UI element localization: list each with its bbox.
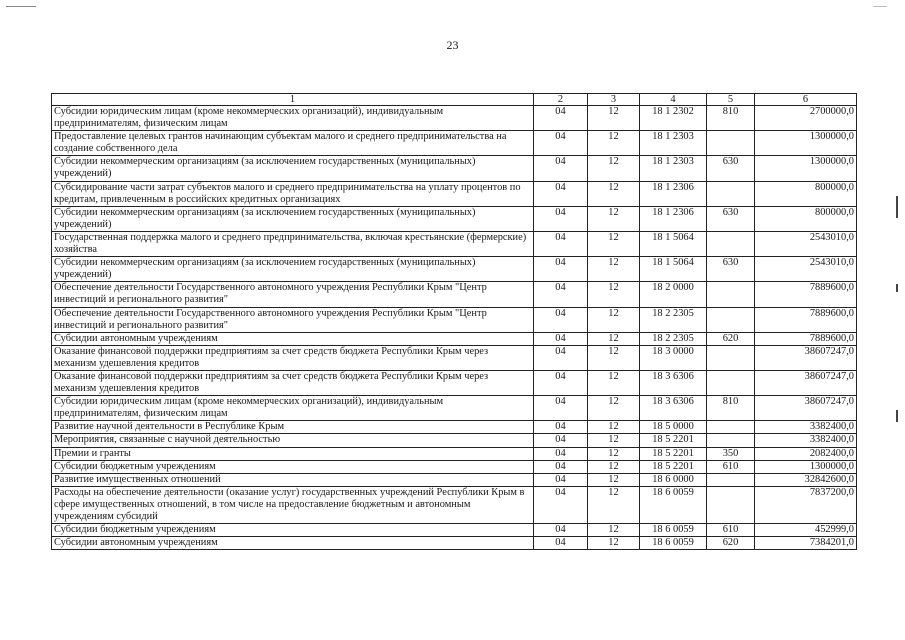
row-subsection-cell: 12: [588, 447, 640, 460]
row-subsection-cell: 12: [588, 257, 640, 282]
row-subsection-cell: 12: [588, 231, 640, 256]
row-section-cell: 04: [534, 460, 588, 473]
row-subsection-cell: 12: [588, 537, 640, 550]
row-amount-cell: 800000,0: [755, 206, 857, 231]
row-amount-cell: 2543010,0: [755, 257, 857, 282]
row-section-cell: 04: [534, 486, 588, 523]
row-expense-type-cell: [707, 181, 755, 206]
row-section-cell: 04: [534, 396, 588, 421]
row-section-cell: 04: [534, 370, 588, 395]
row-name-cell: Развитие научной деятельности в Республике Крым: [52, 421, 534, 434]
row-expense-type-cell: 810: [707, 106, 755, 131]
row-name-cell: Развитие имущественных отношений: [52, 473, 534, 486]
header-col-2: 2: [534, 94, 588, 106]
row-subsection-cell: 12: [588, 131, 640, 156]
row-name-cell: Оказание финансовой поддержки предприятиям за счет средств бюджета Республики Крым через механизм удешевления кредитов: [52, 345, 534, 370]
row-section-cell: 04: [534, 106, 588, 131]
budget-table: [51, 93, 857, 550]
row-name-cell: Субсидии некоммерческим организациям (за исключением государственных (муниципальных) учреждений): [52, 206, 534, 231]
table-row: [52, 106, 857, 131]
row-expense-type-cell: [707, 131, 755, 156]
table-body: [52, 106, 857, 550]
table-row: [52, 473, 857, 486]
row-target-article-cell: 18 6 0000: [640, 473, 707, 486]
row-section-cell: 04: [534, 421, 588, 434]
row-expense-type-cell: 630: [707, 156, 755, 181]
row-target-article-cell: 18 1 2303: [640, 156, 707, 181]
row-amount-cell: 1300000,0: [755, 156, 857, 181]
row-expense-type-cell: [707, 282, 755, 307]
row-expense-type-cell: 610: [707, 524, 755, 537]
row-section-cell: 04: [534, 332, 588, 345]
row-target-article-cell: 18 3 0000: [640, 345, 707, 370]
row-amount-cell: 2082400,0: [755, 447, 857, 460]
row-amount-cell: 32842600,0: [755, 473, 857, 486]
row-amount-cell: 452999,0: [755, 524, 857, 537]
row-amount-cell: 7889600,0: [755, 307, 857, 332]
row-target-article-cell: 18 5 0000: [640, 421, 707, 434]
table-row: [52, 332, 857, 345]
row-target-article-cell: 18 1 2303: [640, 131, 707, 156]
row-name-cell: Расходы на обеспечение деятельности (оказание услуг) государственных учреждений Республики Крым в сфере имущественных отношений, в том числе на предоставление бюджетным и автономным учреждениям субсидий: [52, 486, 534, 523]
table-row: [52, 396, 857, 421]
row-name-cell: Премии и гранты: [52, 447, 534, 460]
row-target-article-cell: 18 6 0059: [640, 537, 707, 550]
row-subsection-cell: 12: [588, 156, 640, 181]
table-row: [52, 131, 857, 156]
row-amount-cell: 7889600,0: [755, 282, 857, 307]
row-section-cell: 04: [534, 257, 588, 282]
table-row: [52, 206, 857, 231]
row-name-cell: Обеспечение деятельности Государственного автономного учреждения Республики Крым "Центр инвестиций и регионального развития": [52, 282, 534, 307]
row-subsection-cell: 12: [588, 307, 640, 332]
row-amount-cell: 38607247,0: [755, 345, 857, 370]
row-expense-type-cell: [707, 434, 755, 447]
row-target-article-cell: 18 1 2306: [640, 181, 707, 206]
row-target-article-cell: 18 1 2302: [640, 106, 707, 131]
row-expense-type-cell: 620: [707, 332, 755, 345]
row-expense-type-cell: [707, 421, 755, 434]
row-amount-cell: 3382400,0: [755, 434, 857, 447]
row-expense-type-cell: [707, 345, 755, 370]
row-subsection-cell: 12: [588, 332, 640, 345]
row-target-article-cell: 18 2 2305: [640, 332, 707, 345]
row-expense-type-cell: [707, 231, 755, 256]
row-section-cell: 04: [534, 231, 588, 256]
row-section-cell: 04: [534, 345, 588, 370]
row-amount-cell: 38607247,0: [755, 370, 857, 395]
row-subsection-cell: 12: [588, 345, 640, 370]
scan-side-tick: [896, 410, 898, 422]
table-row: [52, 282, 857, 307]
row-name-cell: Субсидии автономным учреждениям: [52, 332, 534, 345]
row-name-cell: Субсидии юридическим лицам (кроме некоммерческих организаций), индивидуальным предпринимателям, физическим лицам: [52, 396, 534, 421]
row-expense-type-cell: 610: [707, 460, 755, 473]
scan-side-tick: [896, 196, 898, 218]
row-name-cell: Мероприятия, связанные с научной деятельностью: [52, 434, 534, 447]
row-subsection-cell: 12: [588, 434, 640, 447]
table-row: [52, 181, 857, 206]
table-row: [52, 156, 857, 181]
row-target-article-cell: 18 5 2201: [640, 434, 707, 447]
page-number: 23: [446, 38, 459, 52]
row-target-article-cell: 18 5 2201: [640, 447, 707, 460]
row-target-article-cell: 18 3 6306: [640, 396, 707, 421]
row-subsection-cell: 12: [588, 206, 640, 231]
row-target-article-cell: 18 3 6306: [640, 370, 707, 395]
row-section-cell: 04: [534, 537, 588, 550]
table-row: [52, 345, 857, 370]
row-subsection-cell: 12: [588, 524, 640, 537]
row-target-article-cell: 18 1 5064: [640, 257, 707, 282]
row-subsection-cell: 12: [588, 370, 640, 395]
row-name-cell: Государственная поддержка малого и среднего предпринимательства, включая крестьянские (фермерские) хозяйства: [52, 231, 534, 256]
scan-corner-mark-right: [873, 6, 887, 7]
table-row: [52, 486, 857, 523]
table-row: [52, 370, 857, 395]
row-expense-type-cell: 620: [707, 537, 755, 550]
row-amount-cell: 7837200,0: [755, 486, 857, 523]
row-name-cell: Субсидии бюджетным учреждениям: [52, 524, 534, 537]
header-col-4: 4: [640, 94, 707, 106]
row-target-article-cell: 18 6 0059: [640, 524, 707, 537]
row-target-article-cell: 18 5 2201: [640, 460, 707, 473]
row-section-cell: 04: [534, 282, 588, 307]
row-target-article-cell: 18 2 0000: [640, 282, 707, 307]
row-name-cell: Субсидии некоммерческим организациям (за исключением государственных (муниципальных) учреждений): [52, 257, 534, 282]
row-target-article-cell: 18 1 2306: [640, 206, 707, 231]
row-name-cell: Субсидии юридическим лицам (кроме некоммерческих организаций), индивидуальным предпринимателям, физическим лицам: [52, 106, 534, 131]
row-name-cell: Субсидии автономным учреждениям: [52, 537, 534, 550]
row-subsection-cell: 12: [588, 460, 640, 473]
row-name-cell: Оказание финансовой поддержки предприятиям за счет средств бюджета Республики Крым через механизм удешевления кредитов: [52, 370, 534, 395]
row-section-cell: 04: [534, 307, 588, 332]
row-section-cell: 04: [534, 131, 588, 156]
row-amount-cell: 1300000,0: [755, 131, 857, 156]
row-amount-cell: 1300000,0: [755, 460, 857, 473]
row-name-cell: Обеспечение деятельности Государственного автономного учреждения Республики Крым "Центр инвестиций и регионального развития": [52, 307, 534, 332]
row-name-cell: Субсидии бюджетным учреждениям: [52, 460, 534, 473]
row-section-cell: 04: [534, 156, 588, 181]
row-subsection-cell: 12: [588, 486, 640, 523]
row-amount-cell: 2700000,0: [755, 106, 857, 131]
header-col-5: 5: [707, 94, 755, 106]
table-header: [52, 94, 857, 106]
row-section-cell: 04: [534, 524, 588, 537]
row-expense-type-cell: 350: [707, 447, 755, 460]
row-subsection-cell: 12: [588, 106, 640, 131]
row-expense-type-cell: 810: [707, 396, 755, 421]
table-row: [52, 524, 857, 537]
table-row: [52, 231, 857, 256]
scan-side-tick: [896, 284, 898, 292]
table-row: [52, 421, 857, 434]
table-row: [52, 460, 857, 473]
row-expense-type-cell: [707, 370, 755, 395]
row-target-article-cell: 18 2 2305: [640, 307, 707, 332]
row-expense-type-cell: [707, 473, 755, 486]
table-row: [52, 434, 857, 447]
row-amount-cell: 7889600,0: [755, 332, 857, 345]
row-target-article-cell: 18 6 0059: [640, 486, 707, 523]
row-name-cell: Субсидирование части затрат субъектов малого и среднего предпринимательства на уплату процентов по кредитам, привлеченным в российских кредитных организациях: [52, 181, 534, 206]
row-target-article-cell: 18 1 5064: [640, 231, 707, 256]
row-section-cell: 04: [534, 447, 588, 460]
row-name-cell: Субсидии некоммерческим организациям (за исключением государственных (муниципальных) учреждений): [52, 156, 534, 181]
row-expense-type-cell: [707, 307, 755, 332]
table-row: [52, 257, 857, 282]
row-name-cell: Предоставление целевых грантов начинающим субъектам малого и среднего предпринимательства на создание собственного дела: [52, 131, 534, 156]
row-expense-type-cell: [707, 486, 755, 523]
row-amount-cell: 38607247,0: [755, 396, 857, 421]
row-subsection-cell: 12: [588, 282, 640, 307]
row-expense-type-cell: 630: [707, 206, 755, 231]
row-section-cell: 04: [534, 181, 588, 206]
row-amount-cell: 800000,0: [755, 181, 857, 206]
header-col-1: 1: [52, 94, 534, 106]
row-expense-type-cell: 630: [707, 257, 755, 282]
row-subsection-cell: 12: [588, 421, 640, 434]
header-row: [52, 94, 857, 106]
header-col-3: 3: [588, 94, 640, 106]
table-row: [52, 307, 857, 332]
table-row: [52, 447, 857, 460]
row-subsection-cell: 12: [588, 181, 640, 206]
row-section-cell: 04: [534, 473, 588, 486]
row-subsection-cell: 12: [588, 473, 640, 486]
table-row: [52, 537, 857, 550]
row-section-cell: 04: [534, 434, 588, 447]
scan-corner-mark: [6, 6, 36, 7]
row-subsection-cell: 12: [588, 396, 640, 421]
row-section-cell: 04: [534, 206, 588, 231]
row-amount-cell: 3382400,0: [755, 421, 857, 434]
row-amount-cell: 7384201,0: [755, 537, 857, 550]
row-amount-cell: 2543010,0: [755, 231, 857, 256]
header-col-6: 6: [755, 94, 857, 106]
